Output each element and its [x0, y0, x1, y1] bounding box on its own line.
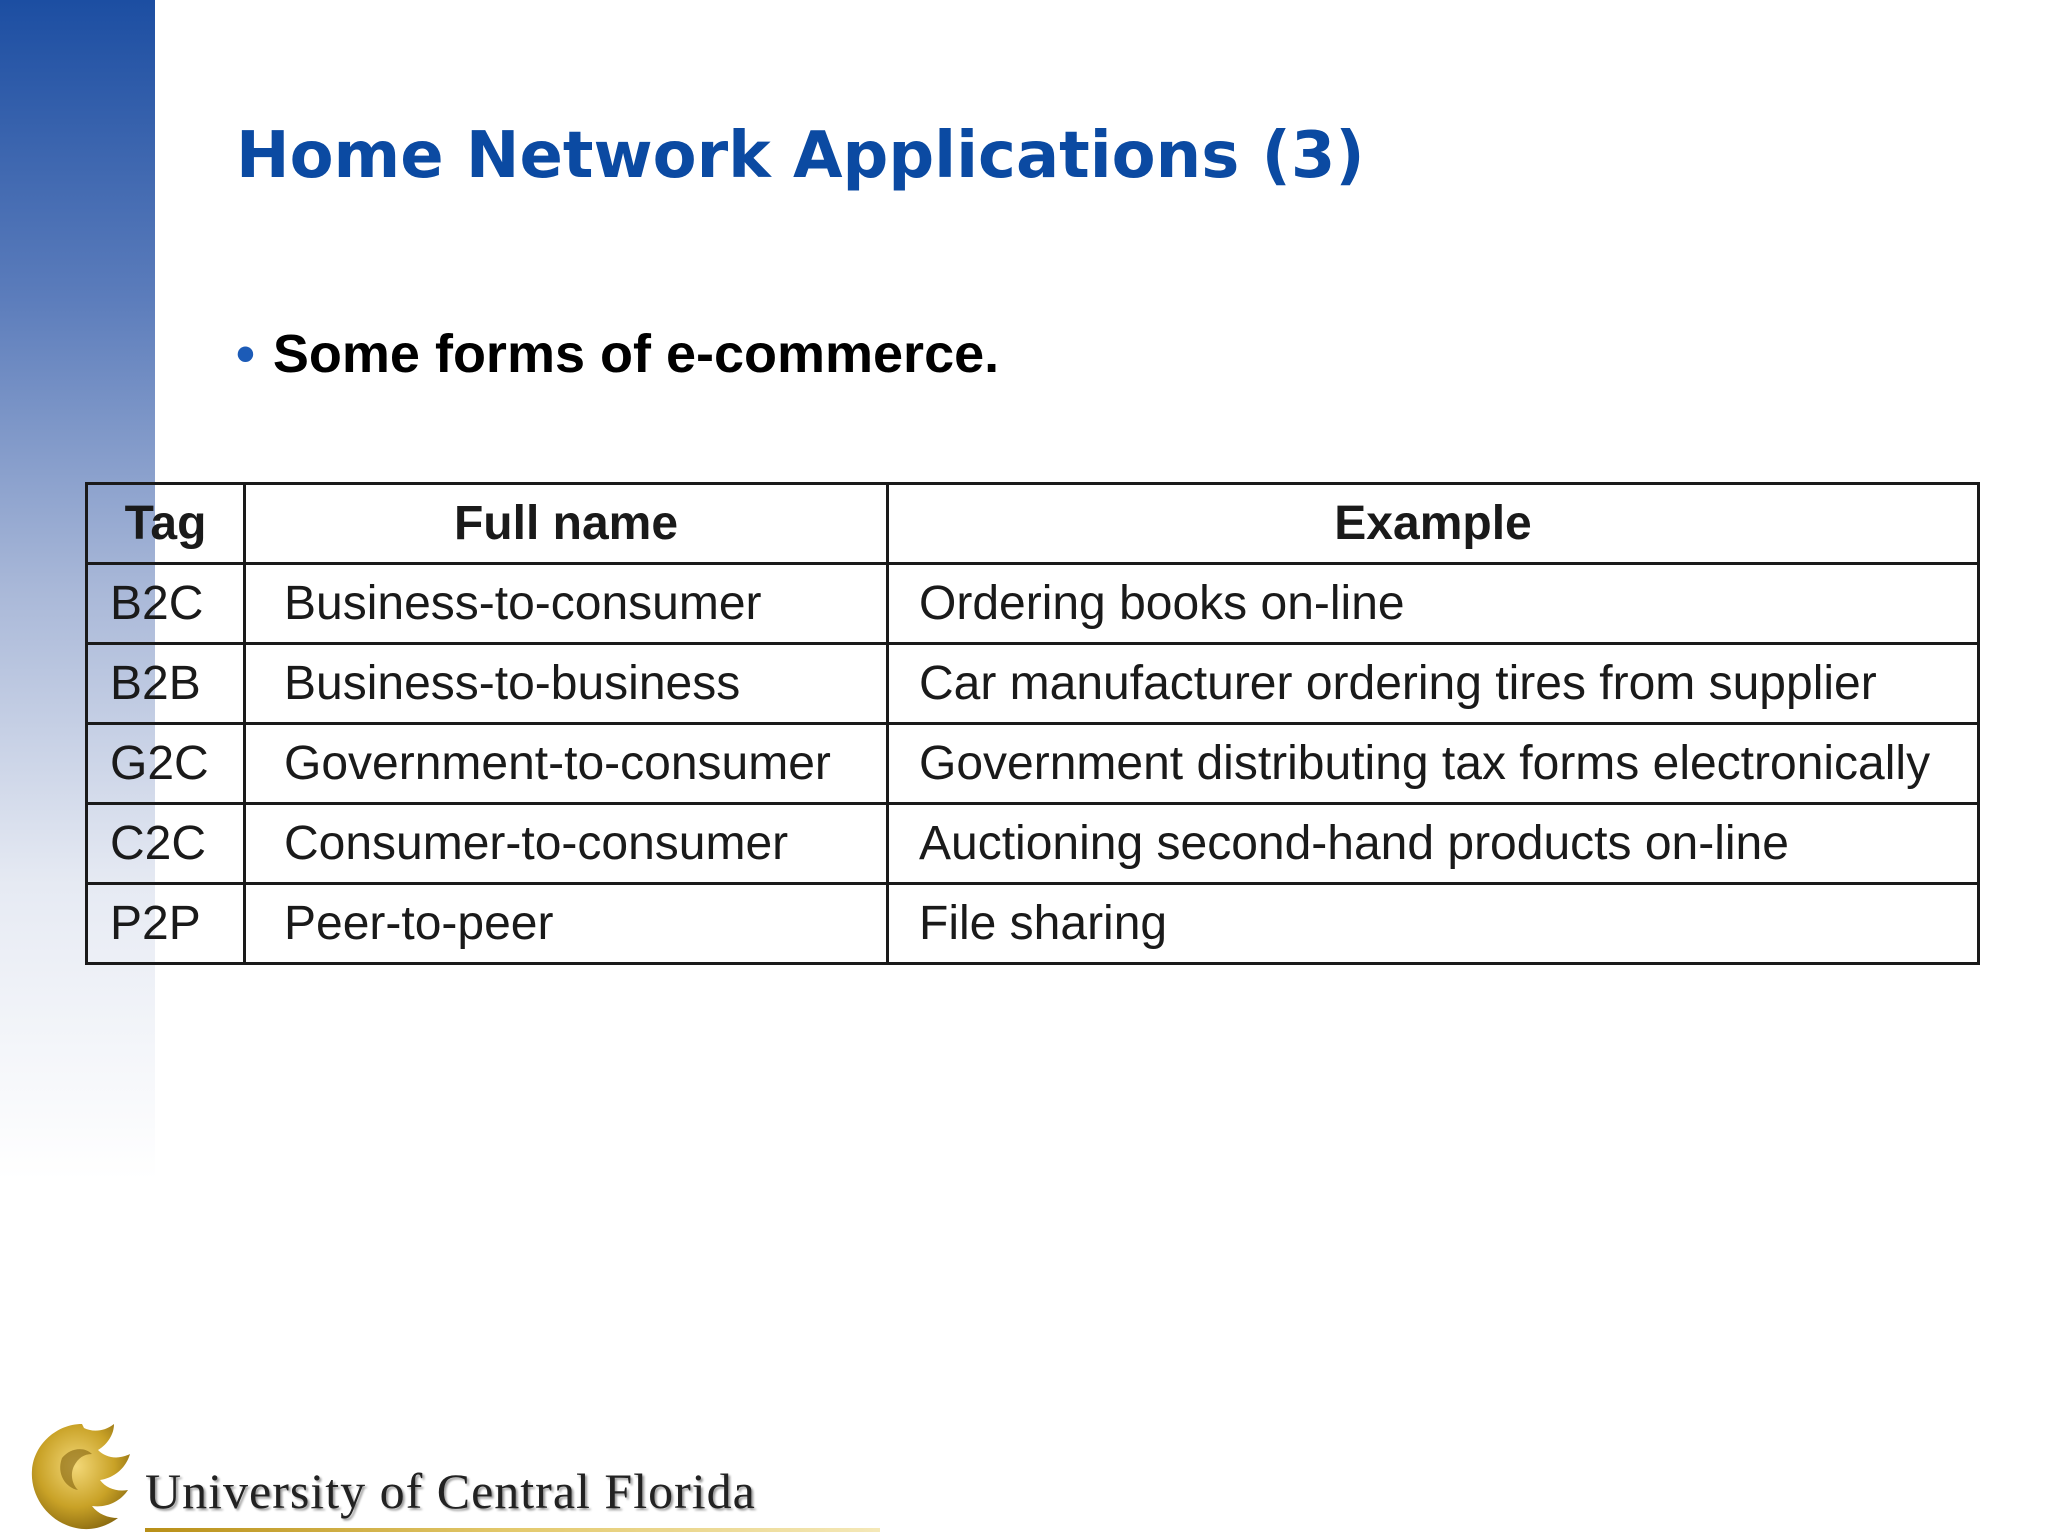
- header-example: Example: [888, 484, 1979, 564]
- cell-tag: G2C: [87, 724, 245, 804]
- cell-example: Car manufacturer ordering tires from supplier: [888, 644, 1979, 724]
- table-row: [87, 804, 1979, 884]
- cell-tag: B2C: [87, 564, 245, 644]
- logo-underline: [145, 1528, 880, 1532]
- table-header-row: [87, 484, 1979, 564]
- cell-full-name: Consumer-to-consumer: [245, 804, 888, 884]
- cell-example: Auctioning second-hand products on-line: [888, 804, 1979, 884]
- table-row: [87, 884, 1979, 964]
- table-row: [87, 724, 1979, 804]
- cell-full-name: Business-to-consumer: [245, 564, 888, 644]
- ecommerce-table-container: [85, 482, 1977, 965]
- table-row: [87, 644, 1979, 724]
- header-tag: Tag: [87, 484, 245, 564]
- cell-tag: B2B: [87, 644, 245, 724]
- cell-example: File sharing: [888, 884, 1979, 964]
- header-full-name: Full name: [245, 484, 888, 564]
- bullet-marker: •: [236, 324, 255, 384]
- cell-full-name: Business-to-business: [245, 644, 888, 724]
- cell-tag: C2C: [87, 804, 245, 884]
- ecommerce-table: [85, 482, 1980, 965]
- cell-example: Government distributing tax forms electronically: [888, 724, 1979, 804]
- cell-full-name: Government-to-consumer: [245, 724, 888, 804]
- page-title: Home Network Applications (3): [236, 119, 1365, 193]
- cell-example: Ordering books on-line: [888, 564, 1979, 644]
- pegasus-logo-icon: [22, 1418, 142, 1536]
- bullet-text: Some forms of e-commerce.: [272, 324, 1000, 384]
- bullet-item: [236, 322, 999, 387]
- cell-full-name: Peer-to-peer: [245, 884, 888, 964]
- university-name: University of Central Florida: [145, 1463, 756, 1519]
- cell-tag: P2P: [87, 884, 245, 964]
- table-row: [87, 564, 1979, 644]
